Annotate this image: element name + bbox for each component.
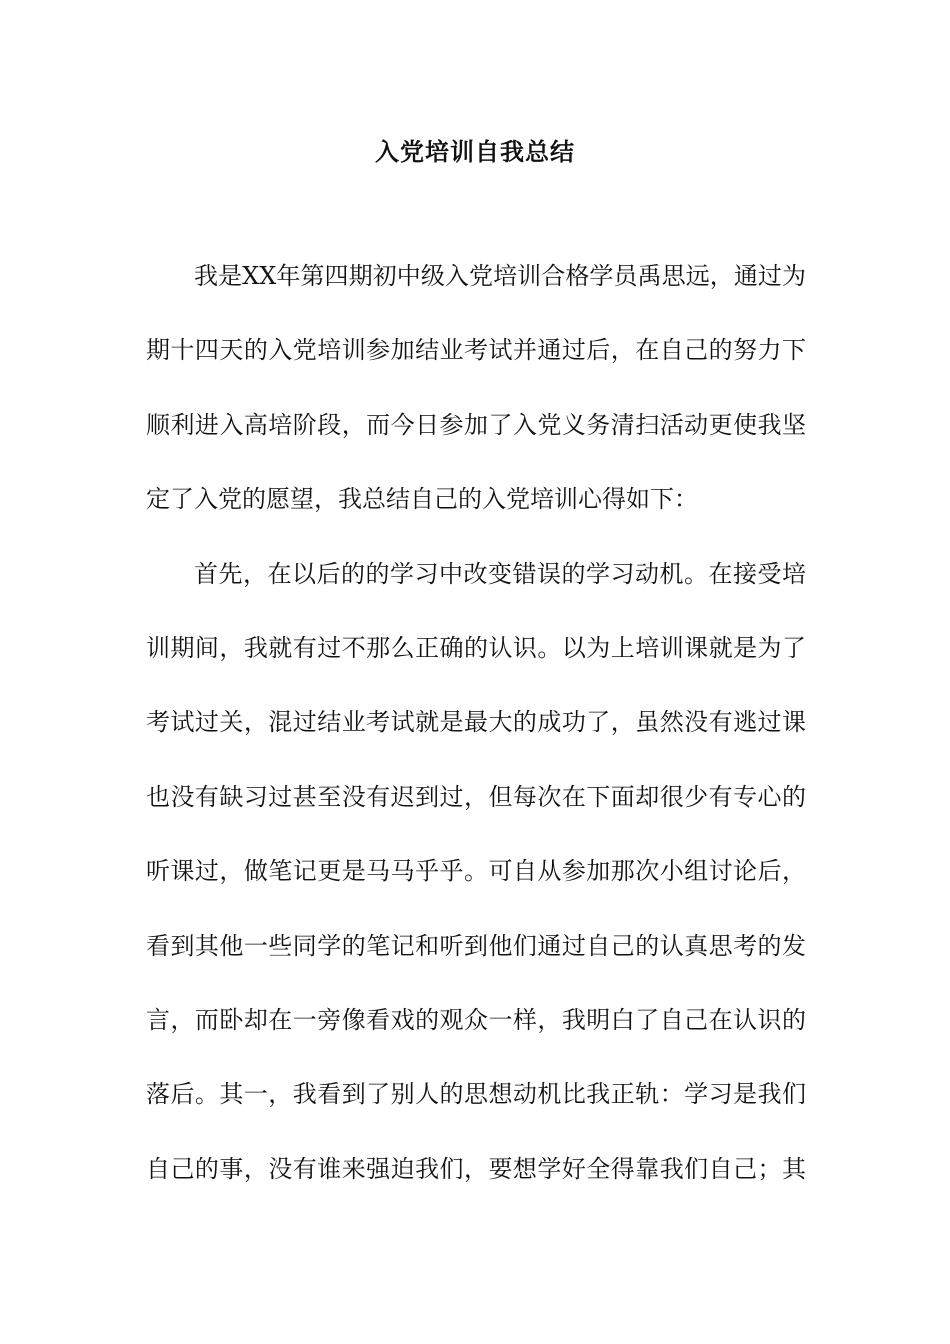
body-line: 也没有缺习过甚至没有迟到过，但每次在下面却很少有专心的 xyxy=(146,782,806,811)
body-line: 顺利进入高培阶段，而今日参加了入党义务清扫活动更使我坚 xyxy=(146,410,806,439)
body-line: 落后。其一，我看到了别人的思想动机比我正轨：学习是我们 xyxy=(146,1080,806,1109)
document-title: 入党培训自我总结 xyxy=(375,137,575,166)
body-line: 训期间，我就有过不那么正确的认识。以为上培训课就是为了 xyxy=(146,633,806,662)
document-body xyxy=(146,255,806,1222)
body-line: 看到其他一些同学的笔记和听到他们通过自己的认真思考的发 xyxy=(146,931,806,960)
body-line: 言，而卧却在一旁像看戏的观众一样，我明白了自己在认识的 xyxy=(146,1005,806,1034)
body-line: 听课过，做笔记更是马马乎乎。可自从参加那次小组讨论后， xyxy=(146,857,806,886)
body-line: 我是XX年第四期初中级入党培训合格学员禹思远，通过为 xyxy=(194,262,806,290)
body-line: 期十四天的入党培训参加结业考试并通过后，在自己的努力下 xyxy=(146,336,806,365)
body-line: 定了入党的愿望，我总结自己的入党培训心得如下： xyxy=(146,485,698,514)
body-line: 首先，在以后的的学习中改变错误的学习动机。在接受培 xyxy=(194,559,806,588)
body-line: 自己的事，没有谁来强迫我们，要想学好全得靠我们自己；其 xyxy=(146,1154,806,1183)
body-line: 考试过关，混过结业考试就是最大的成功了，虽然没有逃过课 xyxy=(146,708,806,737)
